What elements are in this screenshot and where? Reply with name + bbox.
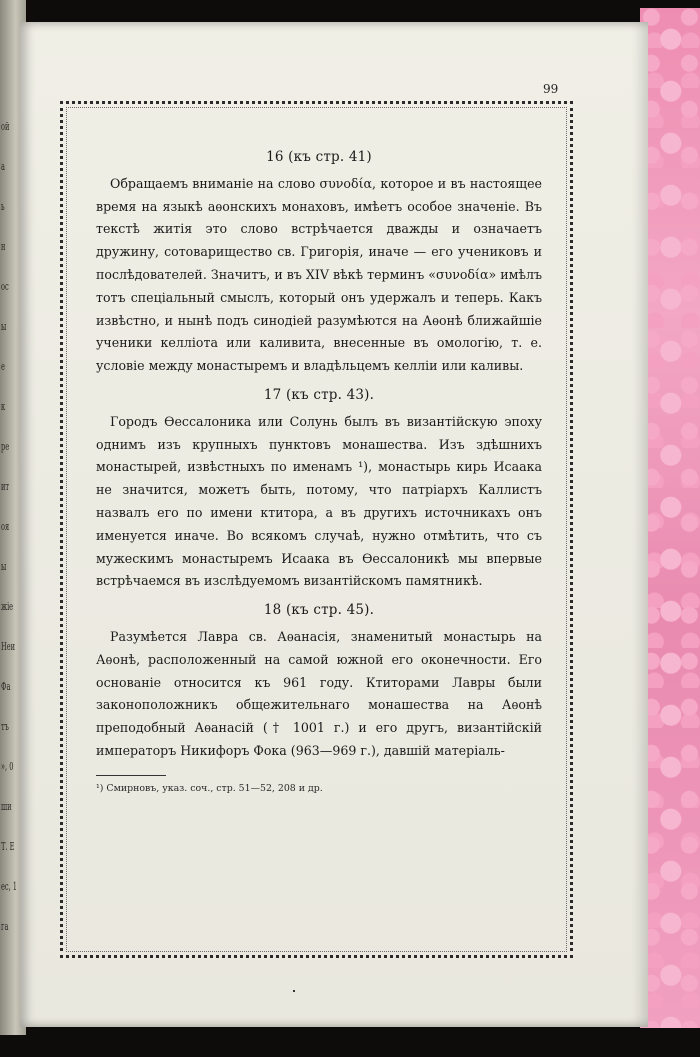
page-number: 99: [543, 82, 559, 96]
section-paragraph: Разумѣется Лавра св. Аѳанасія, знаменитый монастырь на Аѳонѣ, расположенный на самой южной его оконечности. Его основаніе относится къ 961 году. Ктиторами Лавры были законоположникъ общежительнаго монашества на Аѳонѣ преподобный Аѳанасій († 1001 г.) и его другъ, византійскій императоръ Никифоръ Фока (963—969 г.), давшій матеріаль-: [96, 628, 542, 758]
facing-page-fragment: га: [1, 920, 9, 933]
facing-page-fragment: », 0: [1, 760, 14, 773]
section-18: [96, 599, 542, 763]
facing-page-fragment: Т. Е: [1, 840, 15, 853]
section-paragraph: Городъ Ѳессалоника или Солунь былъ въ византійскую эпоху однимъ изъ крупныхъ пунктовъ монашества. Изъ здѣшнихъ монастырей, извѣстныхъ по именамъ ¹), монастырь кирь Исаака не значится, можетъ быть, потому, что патріархъ Каллистъ назвалъ его по имени ктитора, а въ другихъ источникахъ онъ именуется иначе. Во всякомъ случаѣ, нужно отмѣтить, что съ мужескимъ монастыремъ Исаака въ Ѳессалоникѣ мы впервые встрѣчаемся въ изслѣдуемомъ византійскомъ памятникѣ.: [96, 413, 542, 589]
facing-page-fragment: ы: [1, 320, 7, 333]
facing-page-fragment: ре: [1, 440, 10, 453]
section-heading: 17 (къ стр. 43).: [263, 386, 375, 403]
page-mark: [293, 990, 295, 992]
footnote-divider: [96, 775, 166, 776]
footnote: ¹) Смирновъ, указ. соч., стр. 51—52, 208 и др.: [96, 782, 323, 794]
facing-page-fragment: е: [1, 360, 5, 373]
section-heading: 18 (къ стр. 45).: [263, 602, 375, 619]
facing-page-fragment: ос: [1, 280, 9, 293]
facing-page-fragment: Фа: [1, 680, 11, 693]
section-17: [96, 384, 542, 593]
facing-page-fragment: ы: [1, 560, 7, 573]
section-16: [96, 146, 542, 378]
facing-page-fragment: ь: [1, 200, 5, 213]
marbled-endpaper: [640, 8, 700, 1028]
facing-page-fragment: ши: [1, 800, 12, 813]
section-heading: 16 (къ стр. 41): [266, 149, 372, 165]
section-paragraph: Обращаемъ вниманіе на слово συνοδία, которое и въ настоящее время на языкѣ аѳонскихъ монаховъ, имѣетъ особое значеніе. Въ текстѣ житія это слово встрѣчается дважды и означаетъ дружину, сотоварищество св. Григорія, иначе — его учениковъ и послѣдователей. Значитъ, и въ XIV вѣкѣ терминъ «συνοδία» имѣлъ тотъ спеціальный смыслъ, который онъ удержалъ и теперь. Какъ извѣстно, и нынѣ подъ синодіей разумѣются на Аѳонѣ ближайшіе ученики келліота или каливита, внесенные въ омологію, т. е. условіе между монастыремъ и владѣльцемъ келліи или каливы.: [96, 175, 542, 374]
facing-page-fragment: тъ: [1, 720, 9, 733]
facing-page-fragment: ой: [1, 120, 10, 133]
facing-page-fragment: ит: [1, 480, 10, 493]
page-content: [96, 146, 542, 796]
facing-page-fragment: жіе: [1, 600, 14, 613]
facing-page-fragment: н: [1, 240, 6, 253]
facing-page-fragment: ес, 1: [1, 880, 18, 893]
facing-page-fragment: а: [1, 160, 5, 173]
facing-page-fragment: оя: [1, 520, 10, 533]
facing-page-fragment: к: [1, 400, 6, 413]
facing-page-fragment: Неи: [1, 640, 16, 653]
